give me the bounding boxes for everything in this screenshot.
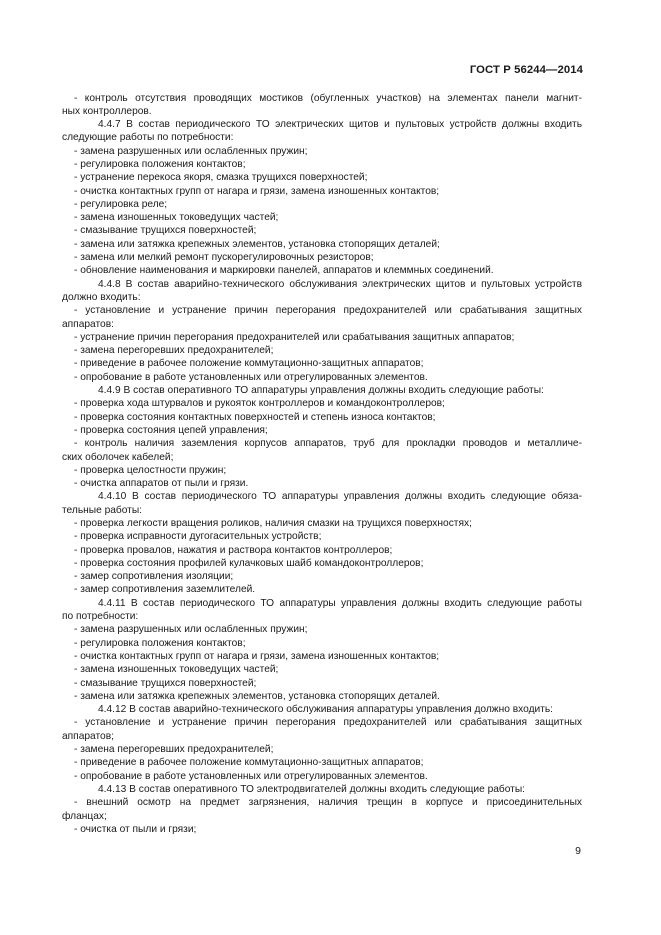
list-item: - проверка легкости вращения роликов, наличия смазки на трущихся поверхностях; [74, 518, 472, 529]
list-item: - проверка состояния профилей кулачковых шайб командоконтроллеров; [74, 557, 424, 569]
list-item: - регулировка положения контактов; [74, 637, 246, 649]
list-item: - проверка состояния цепей управления; [74, 424, 268, 436]
text-line: тельные работы: [62, 504, 143, 516]
list-item: - приведение в рабочее положение коммутационно-защитных аппаратов; [74, 358, 424, 370]
list-item: - замена перегоревших предохранителей; [74, 345, 274, 357]
list-item: - проверка хода штурвалов и рукояток контроллеров и командоконтроллеров; [74, 398, 445, 410]
list-item: - замена разрушенных или ослабленных пружин; [74, 624, 308, 636]
list-item: - смазывание трущихся поверхностей; [74, 677, 257, 689]
list-item: - проверка целостности пружин; [74, 464, 227, 476]
list-item: - замена разрушенных или ослабленных пружин; [74, 145, 308, 157]
text-line: 4.4.9 В состав оперативного ТО аппаратуры управления должны входить следующие работы: [98, 385, 544, 397]
list-item: - очистка контактных групп от нагара и грязи, замена изношенных контактов; [74, 650, 440, 662]
text-line: - контроль отсутствия проводящих мостиков (обугленных участков) на элементах панели магнит- [74, 92, 582, 104]
list-item: - приведение в рабочее положение коммутационно-защитных аппаратов; [74, 757, 424, 769]
text-line: аппаратов; [62, 730, 114, 742]
list-item: - регулировка реле; [74, 198, 168, 210]
text-line: 4.4.10 В состав периодического ТО аппаратуры управления должны входить следующие обяза- [98, 491, 582, 503]
list-item: - замер сопротивления изоляции; [74, 571, 234, 583]
text-line: по потребности: [62, 611, 139, 623]
text-line: 4.4.7 В состав периодического ТО электрических щитов и пультовых устройств должны входить [98, 119, 582, 131]
list-item: - обновление наименования и маркировки панелей, аппаратов и клеммных соединений. [74, 265, 494, 277]
text-line: аппаратов: [62, 318, 114, 330]
list-item: - замена изношенных токоведущих частей; [74, 664, 279, 676]
list-item: - регулировка положения контактов; [74, 158, 246, 170]
text-line: ных контроллеров. [62, 105, 152, 117]
list-item: - замер сопротивления заземлителей. [74, 584, 256, 596]
list-item: - установление и устранение причин перегорания предохранителей или срабатывания защитных [74, 305, 582, 317]
list-item: - проверка провалов, нажатия и раствора контактов контроллеров; [74, 544, 393, 556]
text-line: должно входить: [62, 291, 141, 303]
list-item: - смазывание трущихся поверхностей; [74, 225, 257, 237]
page-number: 9 [575, 845, 581, 857]
list-item: - установление и устранение причин перегорания предохранителей или срабатывания защитных [74, 717, 582, 729]
list-item: - опробование в работе установленных или отрегулированных элементов. [74, 770, 428, 782]
list-item: - опробование в работе установленных или отрегулированных элементов. [74, 371, 428, 383]
list-item: - проверка исправности дугогасительных устройств; [74, 531, 322, 543]
list-item: - замена перегоревших предохранителей; [74, 744, 274, 756]
list-item: - замена или мелкий ремонт пускорегулировочных резисторов; [74, 252, 374, 264]
text-line: ских оболочек кабелей; [62, 451, 174, 463]
text-line: фланцах; [62, 810, 107, 822]
list-item: - очистка от пыли и грязи; [74, 823, 197, 835]
list-item: - очистка аппаратов от пыли и грязи. [74, 478, 249, 490]
list-item: - внешний осмотр на предмет загрязнения, наличия трещин в корпусе и присоединительных [74, 797, 582, 809]
text-line: 4.4.12 В состав аварийно-технического обслуживания аппаратуры управления должно входить: [98, 704, 554, 716]
list-item: - замена изношенных токоведущих частей; [74, 212, 279, 224]
standard-number: ГОСТ Р 56244—2014 [469, 64, 583, 76]
text-line: 4.4.13 В состав оперативного ТО электродвигателей должны входить следующие работы: [98, 783, 526, 795]
list-item: - устранение перекоса якоря, смазка трущихся поверхностей; [74, 172, 368, 184]
list-item: - устранение причин перегорания предохранителей или срабатывания защитных аппаратов; [74, 331, 515, 343]
text-line: следующие работы по потребности: [62, 132, 234, 144]
list-item: - замена или затяжка крепежных элементов, установка стопорящих деталей; [74, 238, 440, 250]
list-item: - контроль наличия заземления корпусов аппаратов, труб для прокладки проводов и металличе- [74, 438, 582, 450]
text-line: 4.4.8 В состав аварийно-технического обслуживания электрических щитов и пультовых устройств [98, 278, 582, 290]
document-body [62, 92, 582, 837]
list-item: - очистка контактных групп от нагара и грязи, замена изношенных контактов; [74, 185, 440, 197]
list-item: - проверка состояния контактных поверхностей и степень износа контактов; [74, 411, 436, 423]
text-line: 4.4.11 В состав периодического ТО аппаратуры управления должны входить следующие работы [98, 597, 582, 609]
list-item: - замена или затяжка крепежных элементов, установка стопорящих деталей. [74, 690, 440, 702]
